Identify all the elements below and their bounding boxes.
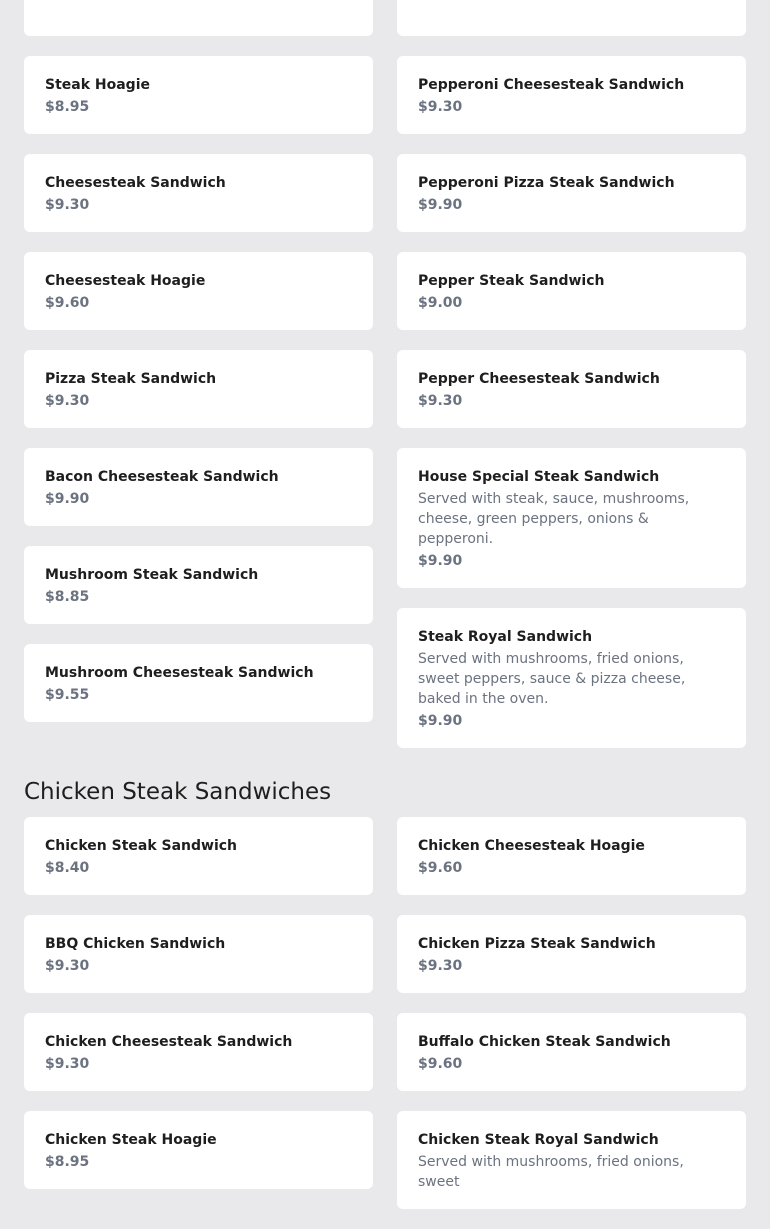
menu-grid-steak bbox=[24, 0, 746, 768]
item-price: $9.30 bbox=[45, 393, 90, 409]
item-price bbox=[45, 0, 352, 1]
item-name: Cheesesteak Hoagie bbox=[45, 273, 206, 289]
item-price: $8.95 bbox=[45, 99, 90, 115]
item-name: Bacon Cheesesteak Sandwich bbox=[45, 469, 279, 485]
menu-item-card[interactable] bbox=[397, 608, 746, 748]
item-name: Cheesesteak Sandwich bbox=[45, 175, 226, 191]
menu-item-card[interactable] bbox=[24, 0, 373, 36]
item-price: $9.90 bbox=[418, 553, 463, 569]
item-name: Mushroom Cheesesteak Sandwich bbox=[45, 665, 314, 681]
menu-column-left bbox=[24, 817, 373, 1209]
item-price: $9.30 bbox=[45, 958, 90, 974]
menu-item-card[interactable] bbox=[24, 448, 373, 526]
menu-item-card[interactable] bbox=[24, 915, 373, 993]
menu-item-card[interactable] bbox=[24, 1111, 373, 1189]
item-price: $9.60 bbox=[418, 860, 463, 876]
item-name: Pizza Steak Sandwich bbox=[45, 371, 217, 387]
item-price: $9.30 bbox=[45, 197, 90, 213]
item-price: $9.55 bbox=[45, 687, 90, 703]
item-name: Pepperoni Cheesesteak Sandwich bbox=[418, 77, 685, 93]
item-price: $9.30 bbox=[418, 99, 463, 115]
item-price: $9.30 bbox=[418, 393, 463, 409]
item-name: House Special Steak Sandwich bbox=[418, 469, 660, 485]
item-price: $8.85 bbox=[45, 589, 90, 605]
menu-column-left bbox=[24, 0, 373, 742]
menu-item-card[interactable] bbox=[397, 0, 746, 36]
item-name: Chicken Steak Royal Sandwich bbox=[418, 1132, 659, 1148]
menu-item-card[interactable] bbox=[24, 56, 373, 134]
item-name: Chicken Steak Hoagie bbox=[45, 1132, 217, 1148]
item-price: $9.60 bbox=[45, 295, 90, 311]
item-price: $9.30 bbox=[418, 958, 463, 974]
menu-column-right bbox=[397, 817, 746, 1229]
menu-item-card[interactable] bbox=[24, 1013, 373, 1091]
menu-item-card[interactable] bbox=[397, 915, 746, 993]
item-description: Served with mushrooms, fried onions, sweet peppers, sauce & pizza cheese, baked in the oven. bbox=[418, 651, 686, 707]
item-name: Steak Royal Sandwich bbox=[418, 629, 593, 645]
item-name: Pepper Cheesesteak Sandwich bbox=[418, 371, 660, 387]
item-price: $9.30 bbox=[45, 1056, 90, 1072]
item-price: $8.95 bbox=[45, 1154, 90, 1170]
menu-item-card[interactable] bbox=[397, 448, 746, 588]
menu-item-card[interactable] bbox=[397, 350, 746, 428]
item-description: Served with mushrooms, fried onions, sweet bbox=[418, 1154, 684, 1190]
item-price: $9.90 bbox=[45, 491, 90, 507]
item-description: Served with steak, sauce, mushrooms, cheese, green peppers, onions & pepperoni. bbox=[418, 491, 690, 547]
menu-item-card[interactable] bbox=[24, 252, 373, 330]
menu-item-card[interactable] bbox=[397, 56, 746, 134]
item-price: $9.90 bbox=[418, 713, 463, 729]
menu-item-card[interactable] bbox=[24, 817, 373, 895]
item-name: Chicken Steak Sandwich bbox=[45, 838, 238, 854]
section-title: Chicken Steak Sandwiches bbox=[24, 779, 332, 805]
menu-item-card[interactable] bbox=[24, 546, 373, 624]
menu-item-card[interactable] bbox=[397, 817, 746, 895]
item-name: Steak Hoagie bbox=[45, 77, 150, 93]
item-price: $9.90 bbox=[418, 197, 463, 213]
item-name: Chicken Cheesesteak Sandwich bbox=[45, 1034, 293, 1050]
item-name: Pepperoni Pizza Steak Sandwich bbox=[418, 175, 675, 191]
item-price bbox=[418, 0, 725, 1]
item-price: $9.00 bbox=[418, 295, 463, 311]
menu-item-card[interactable] bbox=[397, 1111, 746, 1209]
menu-grid-chicken bbox=[24, 817, 746, 1229]
item-price: $8.40 bbox=[45, 860, 90, 876]
menu-item-card[interactable] bbox=[24, 644, 373, 722]
menu-item-card[interactable] bbox=[397, 1013, 746, 1091]
item-name: Buffalo Chicken Steak Sandwich bbox=[418, 1034, 671, 1050]
item-price: $9.60 bbox=[418, 1056, 463, 1072]
item-name: Mushroom Steak Sandwich bbox=[45, 567, 259, 583]
menu-item-card[interactable] bbox=[397, 252, 746, 330]
item-name: BBQ Chicken Sandwich bbox=[45, 936, 226, 952]
item-name: Pepper Steak Sandwich bbox=[418, 273, 605, 289]
item-name: Chicken Cheesesteak Hoagie bbox=[418, 838, 645, 854]
menu-content bbox=[24, 0, 746, 1229]
menu-column-right bbox=[397, 0, 746, 768]
menu-item-card[interactable] bbox=[24, 154, 373, 232]
item-name: Chicken Pizza Steak Sandwich bbox=[418, 936, 656, 952]
menu-item-card[interactable] bbox=[24, 350, 373, 428]
menu-item-card[interactable] bbox=[397, 154, 746, 232]
